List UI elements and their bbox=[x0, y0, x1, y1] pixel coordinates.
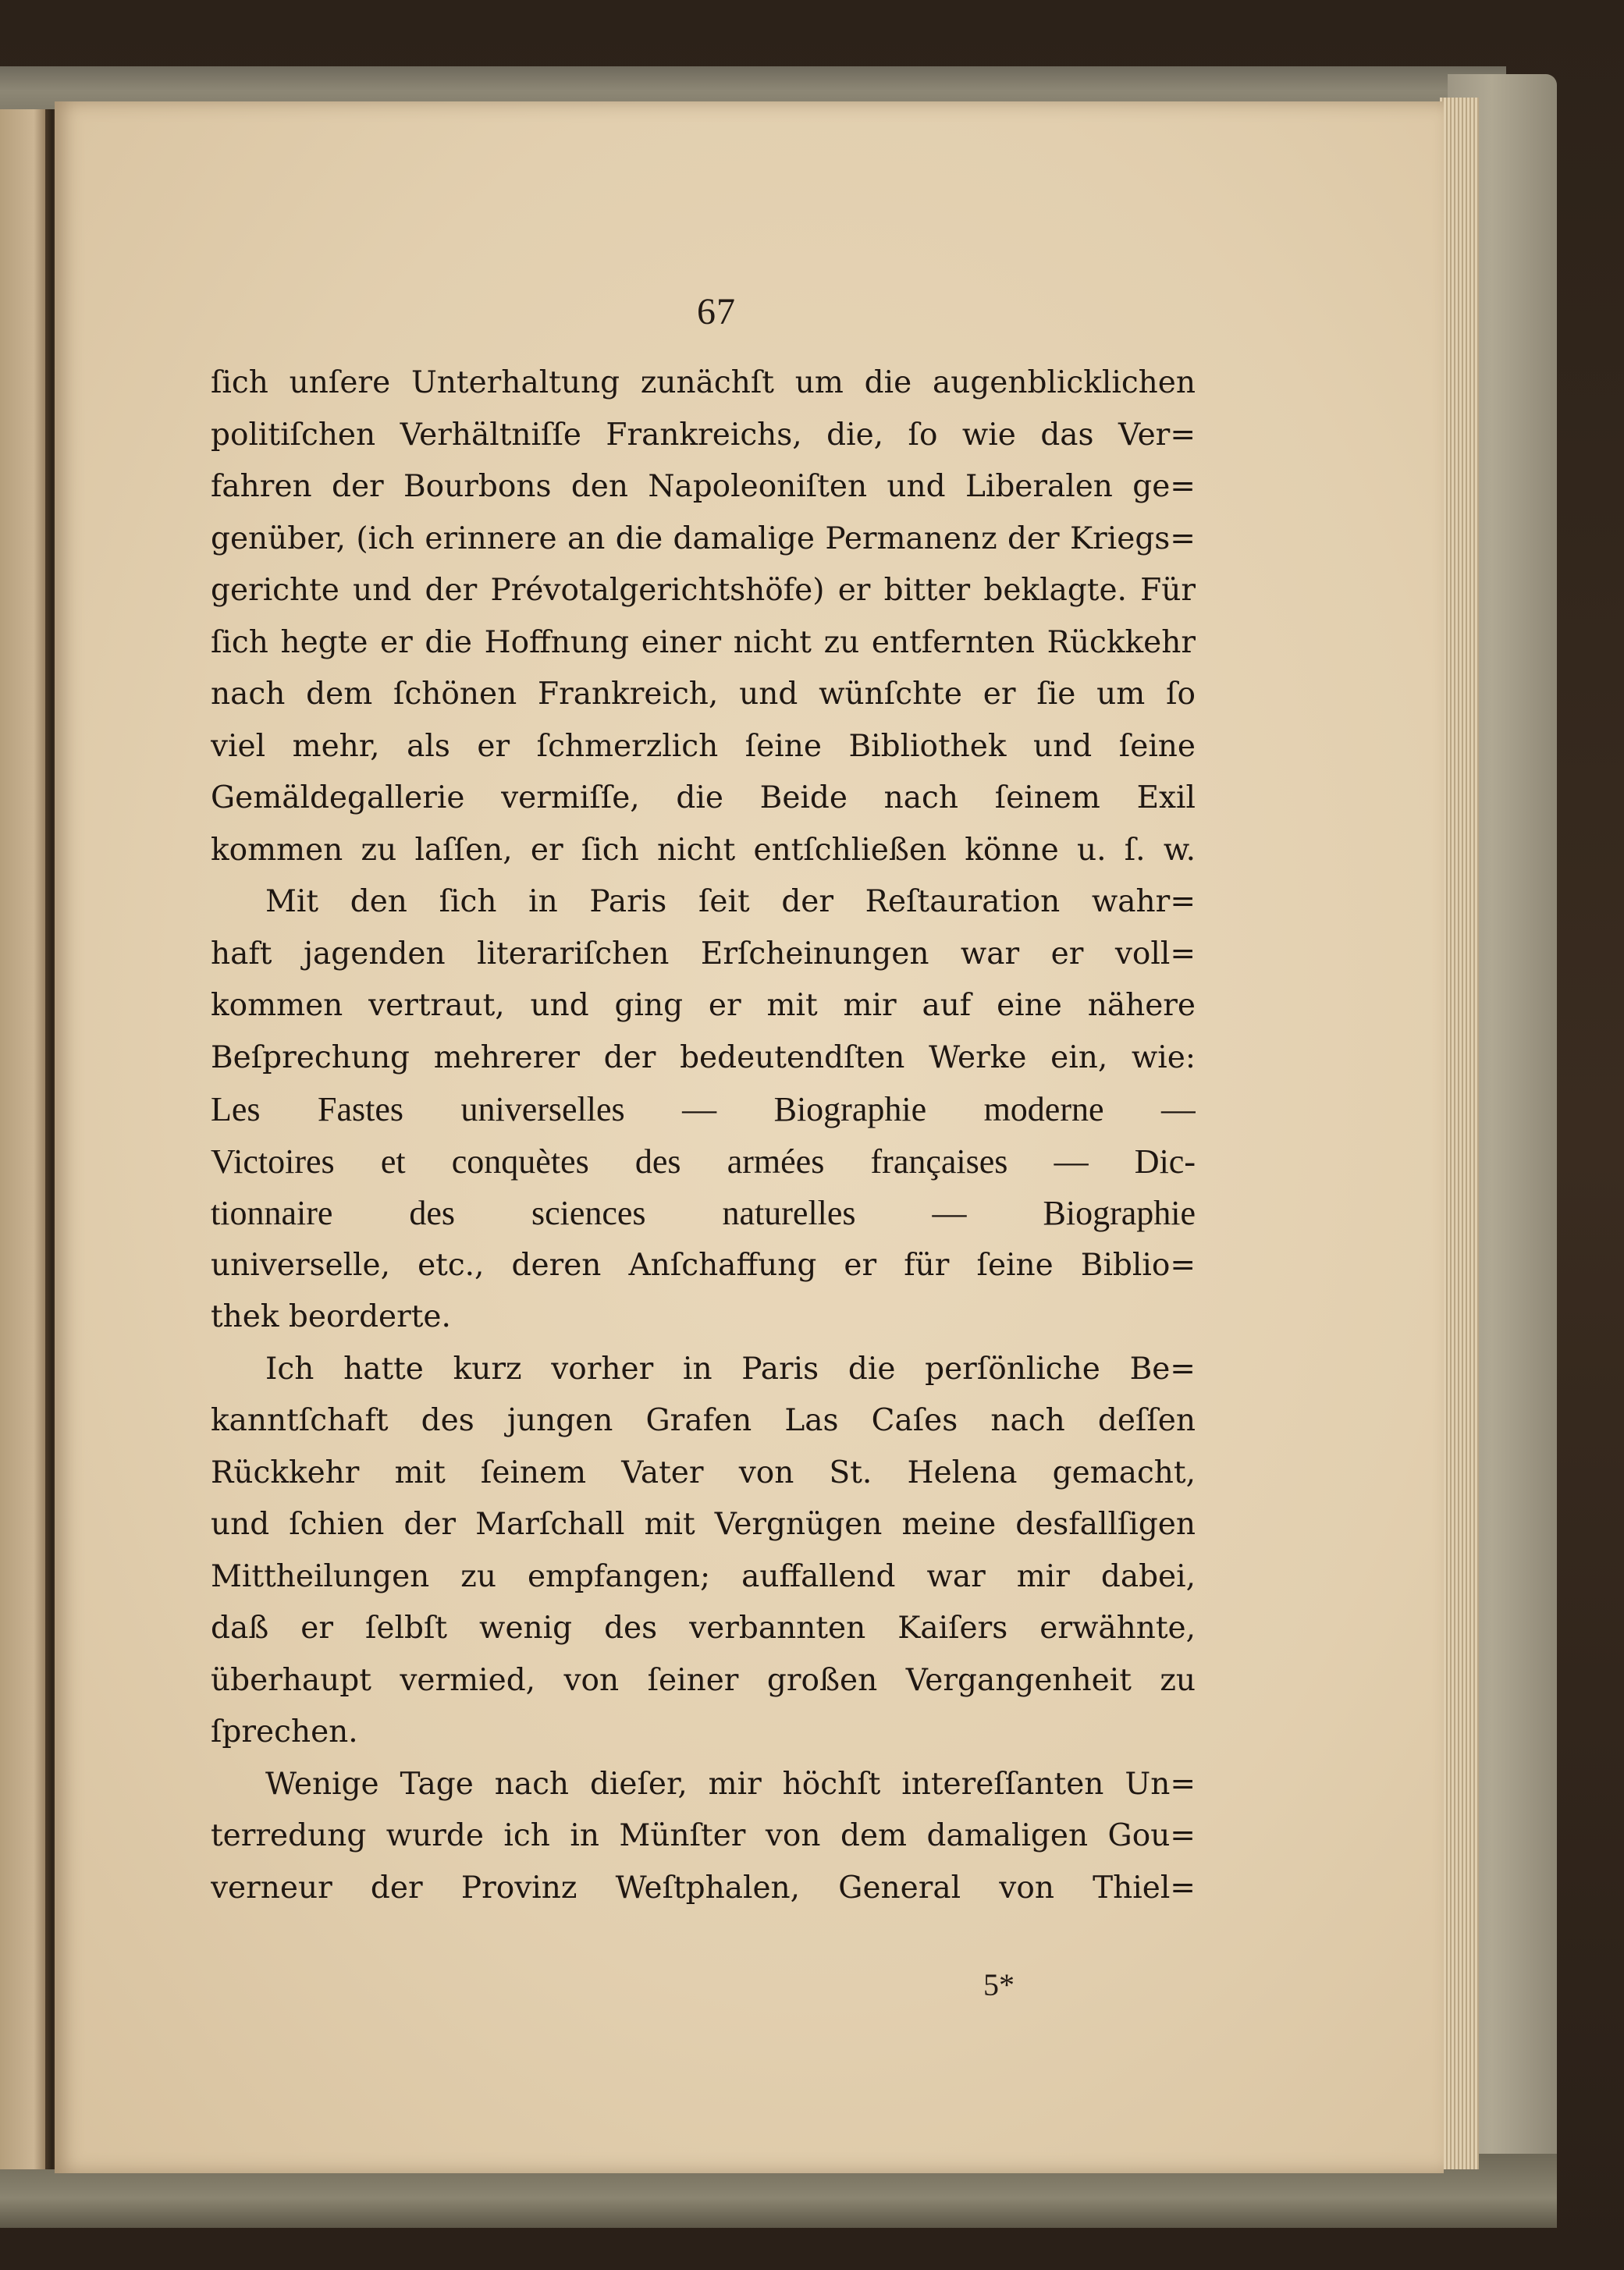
text-line: genüber, (ich erinnere an die damalige Permanenz der Kriegs= bbox=[211, 520, 1196, 556]
text-line: ſprechen. bbox=[211, 1714, 358, 1750]
body-text bbox=[211, 357, 1196, 1914]
text-line: universelle, etc., deren Anſchaffung er für ſeine Biblio= bbox=[211, 1247, 1196, 1283]
facing-page-edge bbox=[0, 109, 48, 2169]
text-line: Les Fastes universelles — Biographie moderne — bbox=[211, 1090, 1196, 1128]
text-line: überhaupt vermied, von ſeiner großen Vergangenheit zu bbox=[211, 1662, 1196, 1698]
page-number: 67 bbox=[697, 291, 736, 332]
text-line: ſich unſere Unterhaltung zunächſt um die augenblicklichen bbox=[211, 365, 1196, 400]
text-line: daß er ſelbſt wenig des verbannten Kaiſers erwähnte, bbox=[211, 1611, 1196, 1646]
page-stack-edge bbox=[1440, 98, 1479, 2169]
text-line: tionnaire des sciences naturelles — Biographie bbox=[211, 1194, 1196, 1232]
text-line: Gemäldegallerie vermiſſe, die Beide nach ſeinem Exil bbox=[211, 780, 1196, 815]
text-line: haft jagenden literariſchen Erſcheinungen war er voll= bbox=[211, 936, 1196, 972]
text-line: thek beorderte. bbox=[211, 1299, 451, 1334]
text-line: verneur der Provinz Weſtphalen, General von Thiel= bbox=[211, 1870, 1196, 1906]
text-line: Ich hatte kurz vorher in Paris die perſönliche Be= bbox=[265, 1351, 1196, 1387]
text-line: nach dem ſchönen Frankreich, und wünſchte er ſie um ſo bbox=[211, 677, 1196, 712]
text-line: gerichte und der Prévotalgerichtshöfe) er bitter beklagte. Für bbox=[211, 573, 1196, 608]
text-line: Beſprechung mehrerer der bedeutendſten Werke ein, wie: bbox=[211, 1039, 1196, 1075]
text-line: Mittheilungen zu empfangen; auffallend war mir dabei, bbox=[211, 1558, 1196, 1594]
text-line: und ſchien der Marſchall mit Vergnügen meine desfallſigen bbox=[211, 1507, 1196, 1542]
text-line: ſich hegte er die Hoffnung einer nicht zu entfernten Rückkehr bbox=[211, 624, 1196, 660]
text-line: Victoires et conquètes des armées françaises — Dic- bbox=[211, 1142, 1196, 1181]
text-line: Rückkehr mit ſeinem Vater von St. Helena gemacht, bbox=[211, 1455, 1196, 1490]
text-line: kanntſchaft des jungen Grafen Las Caſes nach deſſen bbox=[211, 1403, 1196, 1438]
signature-mark: 5* bbox=[983, 1967, 1015, 2002]
text-line: viel mehr, als er ſchmerzlich ſeine Bibliothek und ſeine bbox=[211, 728, 1196, 764]
text-line: politiſchen Verhältniſſe Frankreichs, die, ſo wie das Ver= bbox=[211, 417, 1196, 453]
text-line: Mit den ſich in Paris ſeit der Reſtauration wahr= bbox=[265, 884, 1196, 919]
text-line: fahren der Bourbons den Napoleoniſten und Liberalen ge= bbox=[211, 469, 1196, 504]
text-line: kommen vertraut, und ging er mit mir auf eine nähere bbox=[211, 988, 1196, 1023]
text-line: Wenige Tage nach dieſer, mir höchſt intereſſanten Un= bbox=[265, 1766, 1196, 1802]
text-line: terredung wurde ich in Münſter von dem damaligen Gou= bbox=[211, 1818, 1196, 1853]
text-line: kommen zu laſſen, er ſich nicht entſchließen könne u. ſ. w. bbox=[211, 832, 1196, 868]
